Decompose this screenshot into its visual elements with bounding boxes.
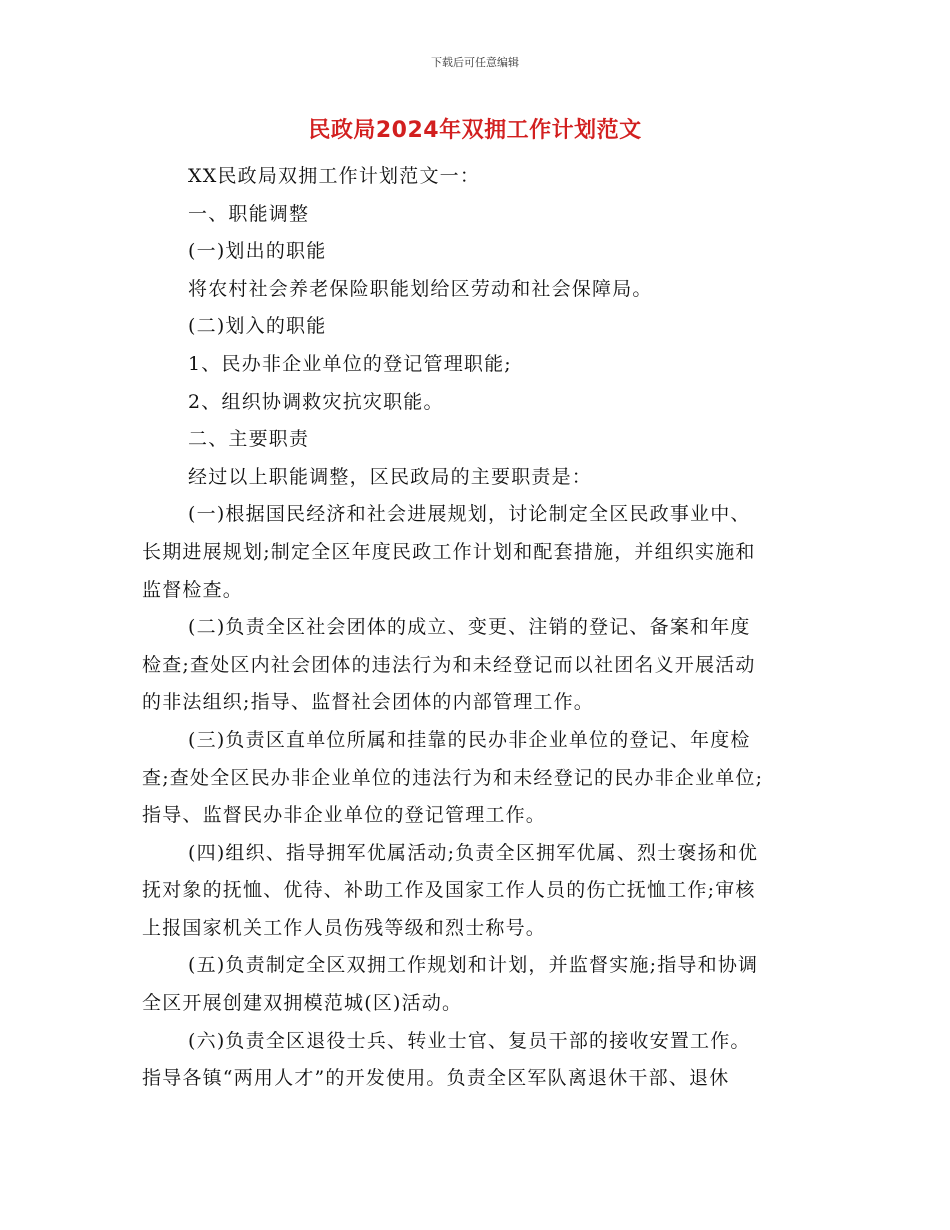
text-line: (四)组织、指导拥军优属活动;负责全区拥军优属、烈士褒扬和优: [188, 841, 759, 864]
text-line: XX民政局双拥工作计划范文一：: [188, 165, 481, 187]
text-line: 监督检查。: [142, 578, 244, 601]
text-line: 长期进展规划;制定全区年度民政工作计划和配套措施，并组织实施和: [142, 540, 756, 563]
text-line: 经过以上职能调整，区民政局的主要职责是：: [188, 465, 593, 488]
text-line: 1、民办非企业单位的登记管理职能;: [188, 352, 512, 375]
text-line: (五)负责制定全区双拥工作规划和计划，并监督实施;指导和协调: [188, 954, 759, 977]
document-title: 民政局2024年双拥工作计划范文: [308, 118, 642, 143]
text-line: 检查;查处区内社会团体的违法行为和未经登记而以社团名义开展活动: [142, 653, 756, 676]
text-line: (三)负责区直单位所属和挂靠的民办非企业单位的登记、年度检: [188, 728, 751, 751]
text-line: 指导各镇“两用人才”的开发使用。负责全区军队离退休干部、退休: [142, 1067, 730, 1090]
document-body: [142, 158, 810, 1098]
text-line: (二)划入的职能: [188, 315, 327, 338]
text-line: 一、职能调整: [188, 202, 310, 225]
text-line: (一)根据国民经济和社会进展规划，讨论制定全区民政事业中、: [188, 503, 751, 526]
text-line: (二)负责全区社会团体的成立、变更、注销的登记、备案和年度: [188, 616, 751, 639]
text-line: 指导、监督民办非企业单位的登记管理工作。: [142, 804, 547, 827]
text-line: 将农村社会养老保险职能划给区劳动和社会保障局。: [188, 277, 653, 300]
text-line: (一)划出的职能: [188, 240, 327, 263]
text-line: 全区开展创建双拥模范城(区)活动。: [142, 992, 463, 1015]
text-line: 上报国家机关工作人员伤残等级和烈士称号。: [142, 916, 547, 939]
text-line: 抚对象的抚恤、优待、补助工作及国家工作人员的伤亡抚恤工作;审核: [142, 879, 756, 902]
text-line: (六)负责全区退役士兵、转业士官、复员干部的接收安置工作。: [188, 1029, 751, 1052]
text-line: 的非法组织;指导、监督社会团体的内部管理工作。: [142, 691, 595, 714]
text-line: 查;查处全区民办非企业单位的违法行为和未经登记的民办非企业单位;: [142, 766, 764, 789]
text-line: 2、组织协调救灾抗灾职能。: [188, 390, 444, 413]
header-note: 下载后可任意编辑: [431, 56, 519, 69]
text-line: 二、主要职责: [188, 428, 310, 451]
